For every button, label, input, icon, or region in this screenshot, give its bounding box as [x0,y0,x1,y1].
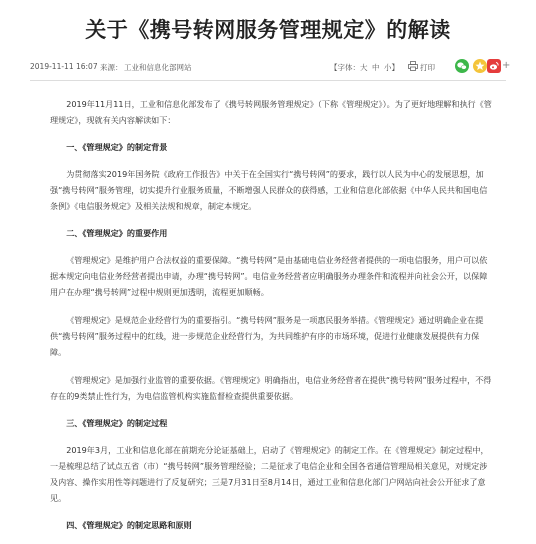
body-paragraph: 为贯彻落实2019年国务院《政府工作报告》中关于在全国实行“携号转网”的要求，践行以人民为中心的发展思想，加强“携号转网”服务管理，切实提升行业服务质量，不断增强人民群众的获得感，工业和信息化部依据《中华人民共和国电信条例》《电信服务规定》及相关法规和规章，制定本规定。 [50,169,488,211]
body-paragraph: 《管理规定》是规范企业经营行为的重要指引。“携号转网”服务是一项惠民服务举措。《管理规定》通过明确企业在提供“携号转网”服务过程中的红线，进一步规范企业经营行为，为共同维护有序的市场环境，促进行业健康发展提供有力保障。 [50,315,484,357]
font-size-small-button[interactable]: 小】 [384,63,399,72]
section-heading: 四、《管理规定》的制定思路和原则 [66,520,192,530]
body-paragraph: 《管理规定》是维护用户合法权益的重要保障。“携号转网”是由基础电信业务经营者提供的一项电信服务，用户可以依据本规定向电信业务经营者提出申请，办理“携号转网”。电信业务经营者应明确服务办理条件和流程并向社会公开，以保障用户在办理“携号转网”过程中规则更加透明，流程更加顺畅。 [50,255,488,297]
plus-icon[interactable]: + [502,60,511,71]
font-size-label: 【字体： [330,63,360,72]
body-paragraph: 2019年11月11日，工业和信息化部发布了《携号转网服务管理规定》（下称《管理规定》）。为了更好地理解和执行《管理规定》，现就有关内容解读如下： [50,99,492,125]
print-button[interactable]: 打印 [420,63,435,72]
font-size-medium-button[interactable]: 中 [372,63,380,72]
body-paragraph: 2019年3月，工业和信息化部在前期充分论证基础上，启动了《管理规定》的制定工作。在《管理规定》制定过程中，一是梳理总结了试点五省（市）“携号转网”服务管理经验；二是征求了电信企业和全国各省通信管理局相关意见，对规定涉及内容、操作实用性等问题进行了反复研究；三是7月31日至8月14日，通过工业和信息化部门户网站向社会公开征求了意见。 [50,445,489,503]
wechat-icon[interactable] [455,59,469,73]
meta-divider [30,80,506,81]
section-heading: 一、《管理规定》的制定背景 [66,142,168,152]
section-heading: 三、《管理规定》的制定过程 [66,418,168,428]
qzone-icon[interactable] [473,59,487,73]
print-icon[interactable] [408,61,418,71]
article-title: 关于《携号转网服务管理规定》的解读 [85,18,451,42]
article-body [50,96,494,544]
weibo-icon[interactable] [487,59,501,73]
article-meta-bar [30,59,511,75]
publish-date: 2019-11-11 16:07 [30,62,98,71]
font-size-large-button[interactable]: 大 [360,63,368,72]
source-name: 工业和信息化部网站 [124,63,192,72]
section-heading: 二、《管理规定》的重要作用 [66,228,168,238]
body-paragraph: 《管理规定》是加强行业监管的重要依据。《管理规定》明确指出，电信业务经营者在提供“携号转网”服务过程中，不得存在的9类禁止性行为，为电信监管机构实施监督检查提供重要依据。 [50,375,492,401]
source-label: 来源： [100,63,123,72]
